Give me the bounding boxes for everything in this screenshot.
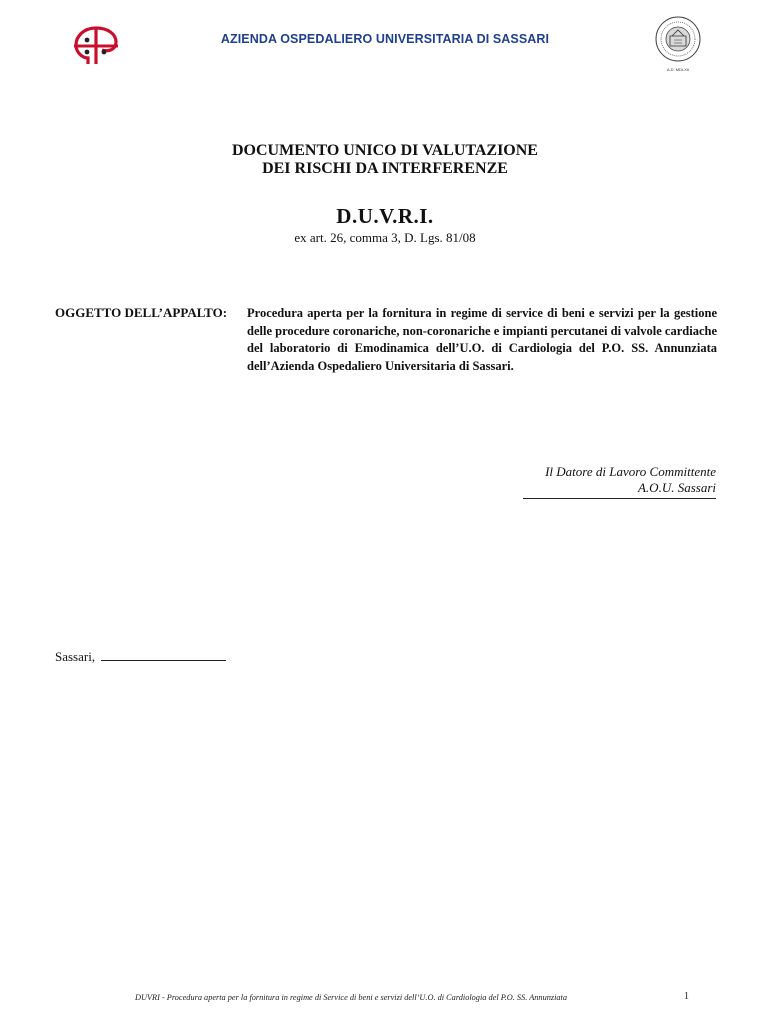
document-title-line-2: DEI RISCHI DA INTERFERENZE [262, 160, 508, 177]
document-title [0, 142, 770, 178]
subject-text: Procedura aperta per la fornitura in regime di service di beni e servizi per la gestione delle procedure coronariche, non-coronariche e impianti percutanei di valvole cardiache del laboratorio di Emodinamica dell’U.O. di Cardiologia del P.O. SS. Annunziata dell’Azienda Ospedaliero Universitaria di Sassari. [247, 306, 717, 373]
seal-caption: A.D. MDLXII [666, 67, 690, 72]
organization-name: AZIENDA OSPEDALIERO UNIVERSITARIA DI SASSARI [220, 32, 550, 46]
legal-reference: ex art. 26, comma 3, D. Lgs. 81/08 [294, 230, 476, 245]
footer-text: DUVRI - Procedura aperta per la fornitura in regime di Service di beni e servizi dell’U.O. di Cardiologia del P.O. SS. Annunziata [135, 993, 568, 1002]
document-acronym: D.U.V.R.I. [336, 204, 434, 228]
place-date [55, 649, 226, 665]
signer-entity: A.O.U. Sassari [637, 480, 716, 495]
page-number: 1 [684, 991, 689, 1002]
university-seal-icon [655, 16, 701, 62]
signature-block [450, 464, 716, 496]
place-label: Sassari, [55, 649, 96, 664]
date-blank-line [101, 650, 226, 661]
subject-label: OGGETTO DELL’APPALTO: [55, 305, 228, 320]
document-title-line-1: DOCUMENTO UNICO DI VALUTAZIONE [232, 142, 538, 159]
signer-role: Il Datore di Lavoro Committente [545, 464, 716, 479]
signature-line [523, 498, 716, 499]
